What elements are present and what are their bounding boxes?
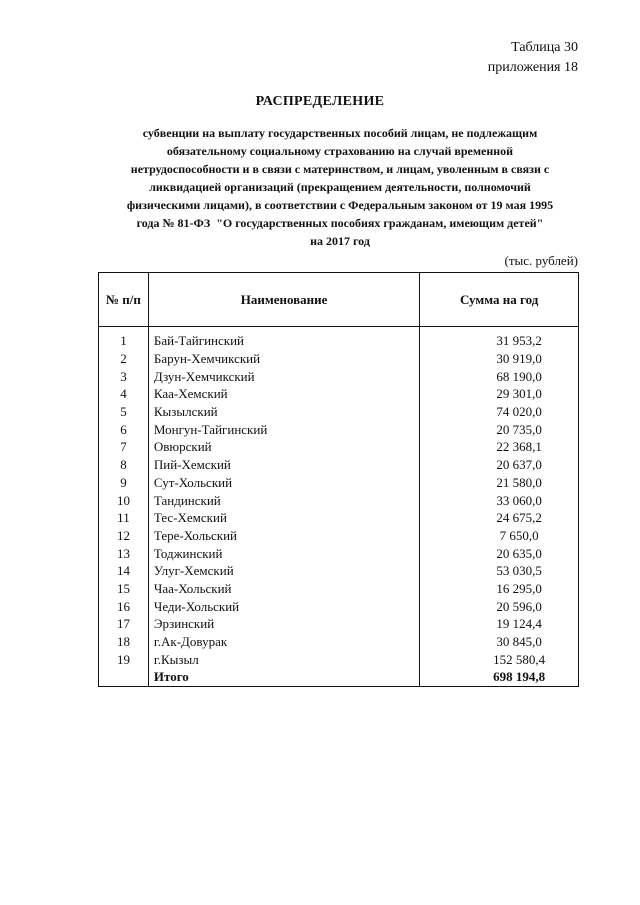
table-row [99, 580, 579, 598]
units-label: (тыс. рублей) [504, 253, 578, 268]
table-row [99, 327, 579, 350]
row-amount: 152 580,4 [420, 650, 579, 668]
document-subtitle [90, 124, 590, 250]
table-number: Таблица 30 [511, 40, 578, 55]
row-number: 7 [99, 438, 149, 456]
row-name: Чеди-Хольский [148, 597, 419, 615]
subtitle-line: физическими лицами), в соответствии с Федеральным законом от 19 мая 1995 [126, 198, 554, 212]
total-number-cell [99, 668, 149, 686]
table-row [99, 456, 579, 474]
row-amount: 74 020,0 [420, 403, 579, 421]
subtitle-line: года № 81-ФЗ "О государственных пособиях гражданам, имеющим детей" [136, 216, 544, 230]
document-title: РАСПРЕДЕЛЕНИЕ [255, 94, 385, 109]
column-header-amount: Сумма на год [420, 273, 579, 327]
table-row [99, 544, 579, 562]
row-amount: 21 580,0 [420, 474, 579, 492]
subtitle-line: обязательному социальному страхованию на случай временной [166, 144, 514, 158]
row-number: 11 [99, 509, 149, 527]
row-amount: 31 953,2 [420, 327, 579, 350]
row-amount: 33 060,0 [420, 491, 579, 509]
row-name: Тоджинский [148, 544, 419, 562]
table-row [99, 420, 579, 438]
row-amount: 20 637,0 [420, 456, 579, 474]
document-reference [488, 38, 578, 78]
row-number: 1 [99, 327, 149, 350]
column-header-name: Наименование [148, 273, 419, 327]
row-name: Эрзинский [148, 615, 419, 633]
row-name: Пий-Хемский [148, 456, 419, 474]
row-amount: 29 301,0 [420, 385, 579, 403]
row-amount: 7 650,0 [420, 527, 579, 545]
row-amount: 16 295,0 [420, 580, 579, 598]
row-amount: 68 190,0 [420, 367, 579, 385]
row-amount: 24 675,2 [420, 509, 579, 527]
table-row [99, 509, 579, 527]
total-label: Итого [148, 668, 419, 686]
table-row [99, 650, 579, 668]
row-name: Бай-Тайгинский [148, 327, 419, 350]
row-name: Улуг-Хемский [148, 562, 419, 580]
row-number: 9 [99, 474, 149, 492]
row-number: 16 [99, 597, 149, 615]
table-row [99, 491, 579, 509]
table-row [99, 562, 579, 580]
row-name: Монгун-Тайгинский [148, 420, 419, 438]
table-row [99, 367, 579, 385]
table-row [99, 633, 579, 651]
row-amount: 20 735,0 [420, 420, 579, 438]
row-name: Тандинский [148, 491, 419, 509]
row-number: 13 [99, 544, 149, 562]
appendix-number: приложения 18 [487, 60, 578, 75]
subtitle-line: на 2017 год [310, 234, 370, 248]
row-amount: 30 845,0 [420, 633, 579, 651]
row-number: 4 [99, 385, 149, 403]
row-name: Барун-Хемчикский [148, 350, 419, 368]
row-amount: 20 635,0 [420, 544, 579, 562]
column-header-number: № п/п [99, 273, 149, 327]
row-number: 14 [99, 562, 149, 580]
row-number: 12 [99, 527, 149, 545]
row-name: Кызылский [148, 403, 419, 421]
table-row [99, 350, 579, 368]
row-number: 19 [99, 650, 149, 668]
row-name: Сут-Хольский [148, 474, 419, 492]
table-row [99, 615, 579, 633]
row-number: 18 [99, 633, 149, 651]
total-amount: 698 194,8 [420, 668, 579, 686]
row-number: 15 [99, 580, 149, 598]
table-row [99, 597, 579, 615]
table-row [99, 385, 579, 403]
row-name: г.Кызыл [148, 650, 419, 668]
row-name: Каа-Хемский [148, 385, 419, 403]
row-number: 8 [99, 456, 149, 474]
row-name: Дзун-Хемчикский [148, 367, 419, 385]
subtitle-line: нетрудоспособности и в связи с материнством, и лицам, уволенным в связи с [130, 162, 550, 176]
row-amount: 30 919,0 [420, 350, 579, 368]
row-name: Чаа-Хольский [148, 580, 419, 598]
total-row [99, 668, 579, 686]
row-number: 17 [99, 615, 149, 633]
subtitle-line: ликвидацией организаций (прекращением деятельности, полномочий [149, 180, 531, 194]
table-row [99, 403, 579, 421]
row-amount: 19 124,4 [420, 615, 579, 633]
table-header-row [99, 273, 579, 327]
table-row [99, 527, 579, 545]
row-name: Овюрский [148, 438, 419, 456]
table-row [99, 438, 579, 456]
row-amount: 22 368,1 [420, 438, 579, 456]
subtitle-line: субвенции на выплату государственных пособий лицам, не подлежащим [142, 126, 538, 140]
row-name: г.Ак-Довурак [148, 633, 419, 651]
table-row [99, 474, 579, 492]
row-amount: 53 030,5 [420, 562, 579, 580]
row-number: 10 [99, 491, 149, 509]
row-number: 2 [99, 350, 149, 368]
row-number: 5 [99, 403, 149, 421]
row-number: 6 [99, 420, 149, 438]
row-amount: 20 596,0 [420, 597, 579, 615]
distribution-table [98, 272, 579, 687]
row-name: Тере-Хольский [148, 527, 419, 545]
row-number: 3 [99, 367, 149, 385]
row-name: Тес-Хемский [148, 509, 419, 527]
